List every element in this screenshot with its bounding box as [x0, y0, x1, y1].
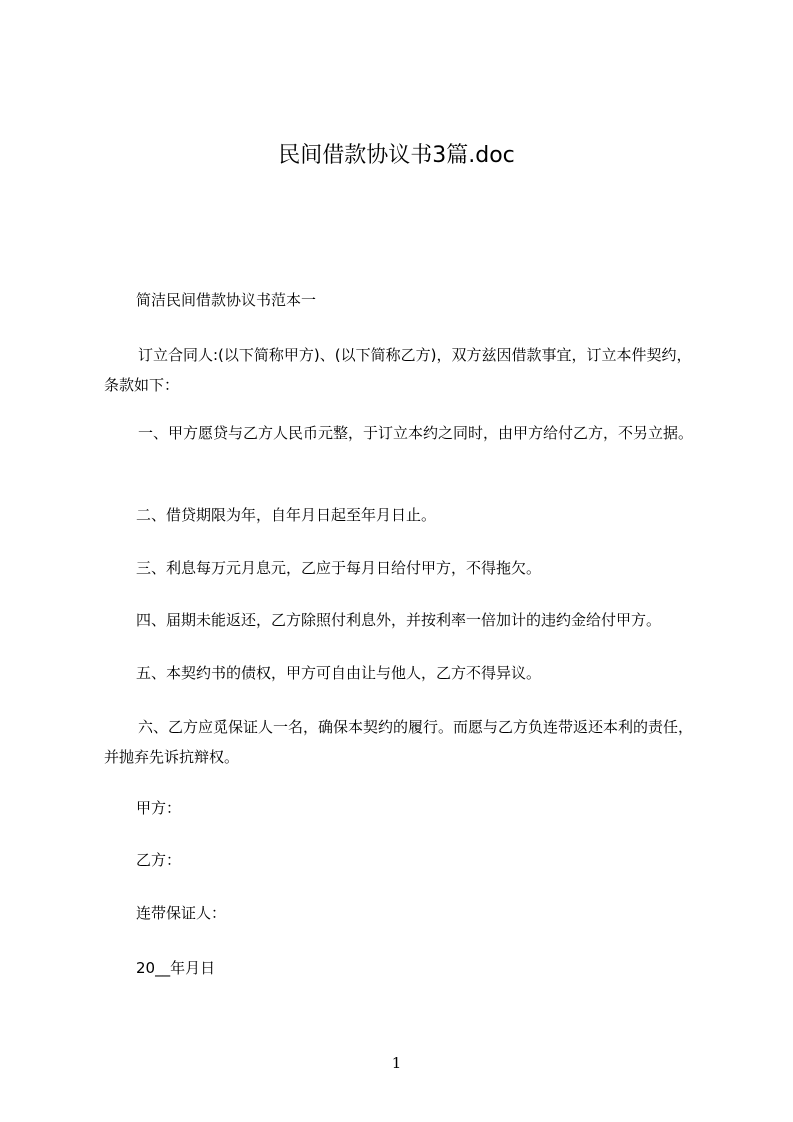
- paragraph-clause-6: 六、乙方应觅保证人一名，确保本契约的履行。而愿与乙方负连带返还本利的责任，并抛弃先诉抗辩权。: [104, 718, 694, 766]
- page-number: 1: [391, 1054, 402, 1072]
- section-heading: 简洁民间借款协议书范本一: [136, 291, 317, 309]
- signature-date: 20__年月日: [136, 959, 216, 977]
- paragraph-clause-3: 三、利息每万元月息元，乙应于每月日给付甲方，不得拖欠。: [136, 559, 542, 577]
- paragraph-clause-2: 二、借贷期限为年，自年月日起至年月日止。: [136, 506, 437, 524]
- paragraph-clause-1: 一、甲方愿贷与乙方人民币元整，于订立本约之同时，由甲方给付乙方，不另立据。: [138, 424, 694, 442]
- document-title: 民间借款协议书3篇.doc: [278, 143, 515, 168]
- paragraph-clause-4: 四、届期未能返还，乙方除照付利息外，并按利率一倍加计的违约金给付甲方。: [136, 611, 662, 629]
- signature-guarantor: 连带保证人：: [136, 904, 227, 922]
- signature-party-b: 乙方：: [136, 851, 182, 869]
- paragraph-clause-5: 五、本契约书的债权，甲方可自由让与他人，乙方不得异议。: [136, 664, 542, 682]
- paragraph-preamble: 订立合同人:(以下简称甲方)、(以下简称乙方)，双方兹因借款事宜，订立本件契约，条款如下：: [104, 346, 692, 394]
- signature-party-a: 甲方：: [136, 799, 182, 817]
